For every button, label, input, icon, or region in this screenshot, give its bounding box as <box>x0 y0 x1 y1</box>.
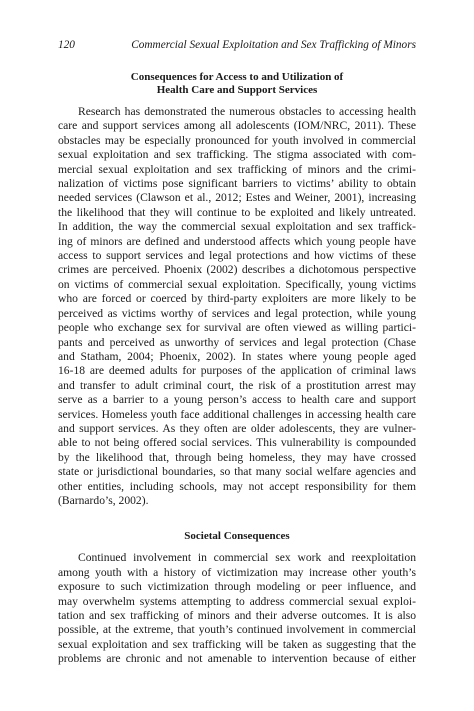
page-number: 120 <box>58 39 75 51</box>
text-line: by the likelihood that, through being homeless, they may have crossed <box>58 450 416 464</box>
text-line: In addition, the way the commercial sexual exploitation and sex traffick- <box>58 220 416 234</box>
text-line: 16-18 are deemed adults for purposes of the application of criminal laws <box>58 364 416 378</box>
text-line: (Barnardo’s, 2002). <box>58 493 149 507</box>
body-paragraph-societal <box>58 551 416 666</box>
section-heading-line: Consequences for Access to and Utilization of <box>130 71 344 83</box>
text-line: exposure to such victimization through modeling or peer influence, and <box>58 580 416 594</box>
text-line: care and support services among all adolescents (IOM/NRC, 2011). These <box>58 119 416 133</box>
text-line: needed services (Clawson et al., 2012; Estes and Weiner, 2001), increasing <box>58 191 416 205</box>
text-line: possible, at the extreme, that youth’s continued involvement in commercial <box>58 623 416 637</box>
section-heading-health-care <box>58 71 416 97</box>
body-paragraph-health-care <box>58 105 416 508</box>
text-line: able to not being offered social services. This vulnerability is compounded <box>58 436 416 450</box>
text-line: Continued involvement in commercial sex work and reexploitation <box>78 551 416 565</box>
text-line: may overwhelm systems attempting to address commercial sexual exploi- <box>58 594 416 608</box>
section-heading-societal: Societal Consequences <box>184 530 290 543</box>
text-line: nalization of victims pose significant barriers to victims’ ability to obtain <box>58 177 416 191</box>
text-line: serve as a barrier to a young person’s access to health care and support <box>58 393 416 407</box>
section-heading-line: Health Care and Support Services <box>156 84 318 96</box>
text-line: mercial sexual exploitation and sex trafficking of minors and the crimi- <box>58 162 416 176</box>
text-line: among youth with a history of victimization may increase other youth’s <box>58 565 416 579</box>
text-line: Research has demonstrated the numerous obstacles to accessing health <box>78 105 416 118</box>
text-line: state or jurisdictional boundaries, so that many social welfare agencies and <box>58 465 416 479</box>
text-line: services. Homeless youth face additional challenges in accessing health care <box>58 407 416 421</box>
text-line: and transfer to adult criminal court, the risk of a prostitution arrest may <box>58 378 416 392</box>
text-line: and Statham, 2004; Phoenix, 2002). In states where young people aged <box>58 349 416 363</box>
book-page <box>58 38 416 667</box>
running-head <box>58 38 416 52</box>
text-line: people who exchange sex for survival are often viewed as willing partici- <box>58 321 416 335</box>
text-line: access to support services and legal protections and how victims of these <box>58 249 416 263</box>
text-line: who are forced or coerced by third-party exploiters are more likely to be <box>58 292 416 306</box>
text-line: perceived as victims worthy of services and legal protection, while young <box>58 306 416 320</box>
text-line: on victims of commercial sexual exploitation. Specifically, young victims <box>58 277 416 291</box>
text-line: tation and sex trafficking of minors and their adverse outcomes. It is also <box>58 609 416 622</box>
text-line: the likelihood that they will continue to be exploited and likely untreated. <box>58 205 416 219</box>
text-line: crimes are perceived. Phoenix (2002) describes a dichotomous perspective <box>58 263 416 277</box>
text-line: other entities, including schools, may not accept responsibility for them <box>58 479 416 493</box>
text-line: sexual exploitation and sex trafficking will be taken as suggesting that the <box>58 637 416 651</box>
text-line: ing of minors are defined and understood affects which young people have <box>58 234 416 248</box>
text-line: sexual exploitation and sex trafficking. The stigma associated with com- <box>58 148 416 162</box>
text-line: obstacles may be especially pronounced for youth involved in commercial <box>58 133 416 147</box>
text-line: pants and perceived as unworthy of services and legal protection (Chase <box>58 335 416 349</box>
text-line: problems are chronic and not amenable to intervention because of either <box>58 652 416 666</box>
text-line: and support services. As they often are older adolescents, they are vulner- <box>58 421 416 435</box>
running-title: Commercial Sexual Exploitation and Sex Trafficking of Minors <box>131 39 416 51</box>
